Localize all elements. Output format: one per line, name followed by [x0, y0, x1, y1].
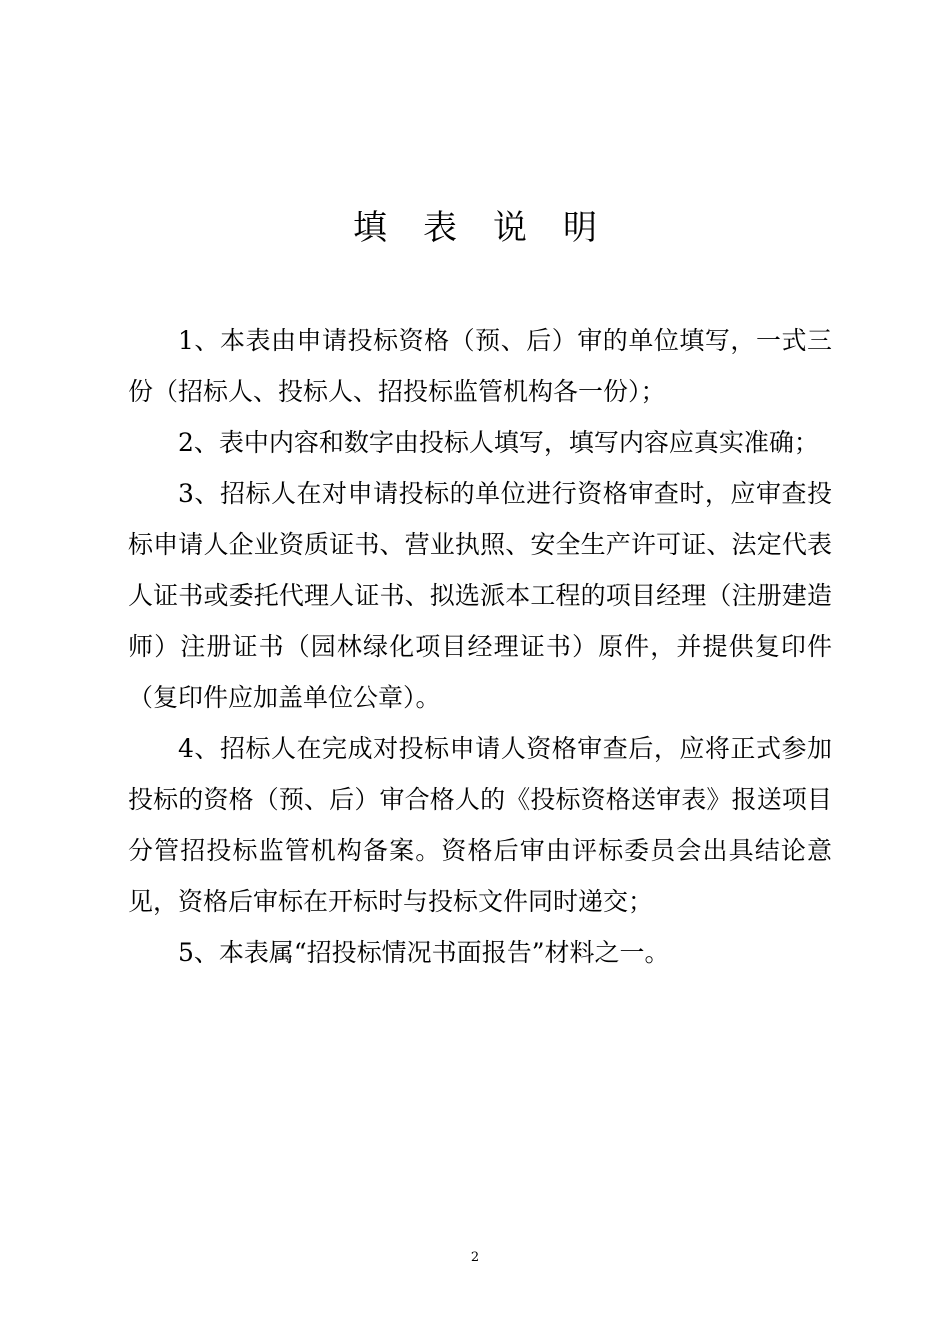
instruction-paragraph-4: 4、招标人在完成对投标申请人资格审查后，应将正式参加投标的资格（预、后）审合格人的《投标资格送审表》报送项目分管招投标监管机构备案。资格后审由评标委员会出具结论意见，资格后审标在开标时与投标文件同时递交； [128, 734, 832, 916]
page-number: 2 [470, 1250, 480, 1265]
instruction-paragraph-2: 2、表中内容和数字由投标人填写，填写内容应真实准确； [178, 428, 819, 457]
document-title: 填表说明 [353, 208, 633, 248]
instruction-paragraph-3: 3、招标人在对申请投标的单位进行资格审查时，应审查投标申请人企业资质证书、营业执照、安全生产许可证、法定代表人证书或委托代理人证书、拟选派本工程的项目经理（注册建造师）注册证书（园林绿化项目经理证书）原件，并提供复印件（复印件应加盖单位公章）。 [128, 479, 832, 712]
instruction-paragraph-5: 5、本表属“招投标情况书面报告”材料之一。 [178, 938, 670, 967]
instruction-paragraph-1: 1、本表由申请投标资格（预、后）审的单位填写，一式三份（招标人、投标人、招投标监管机构各一份）； [128, 326, 832, 406]
instructions-body [128, 315, 832, 978]
